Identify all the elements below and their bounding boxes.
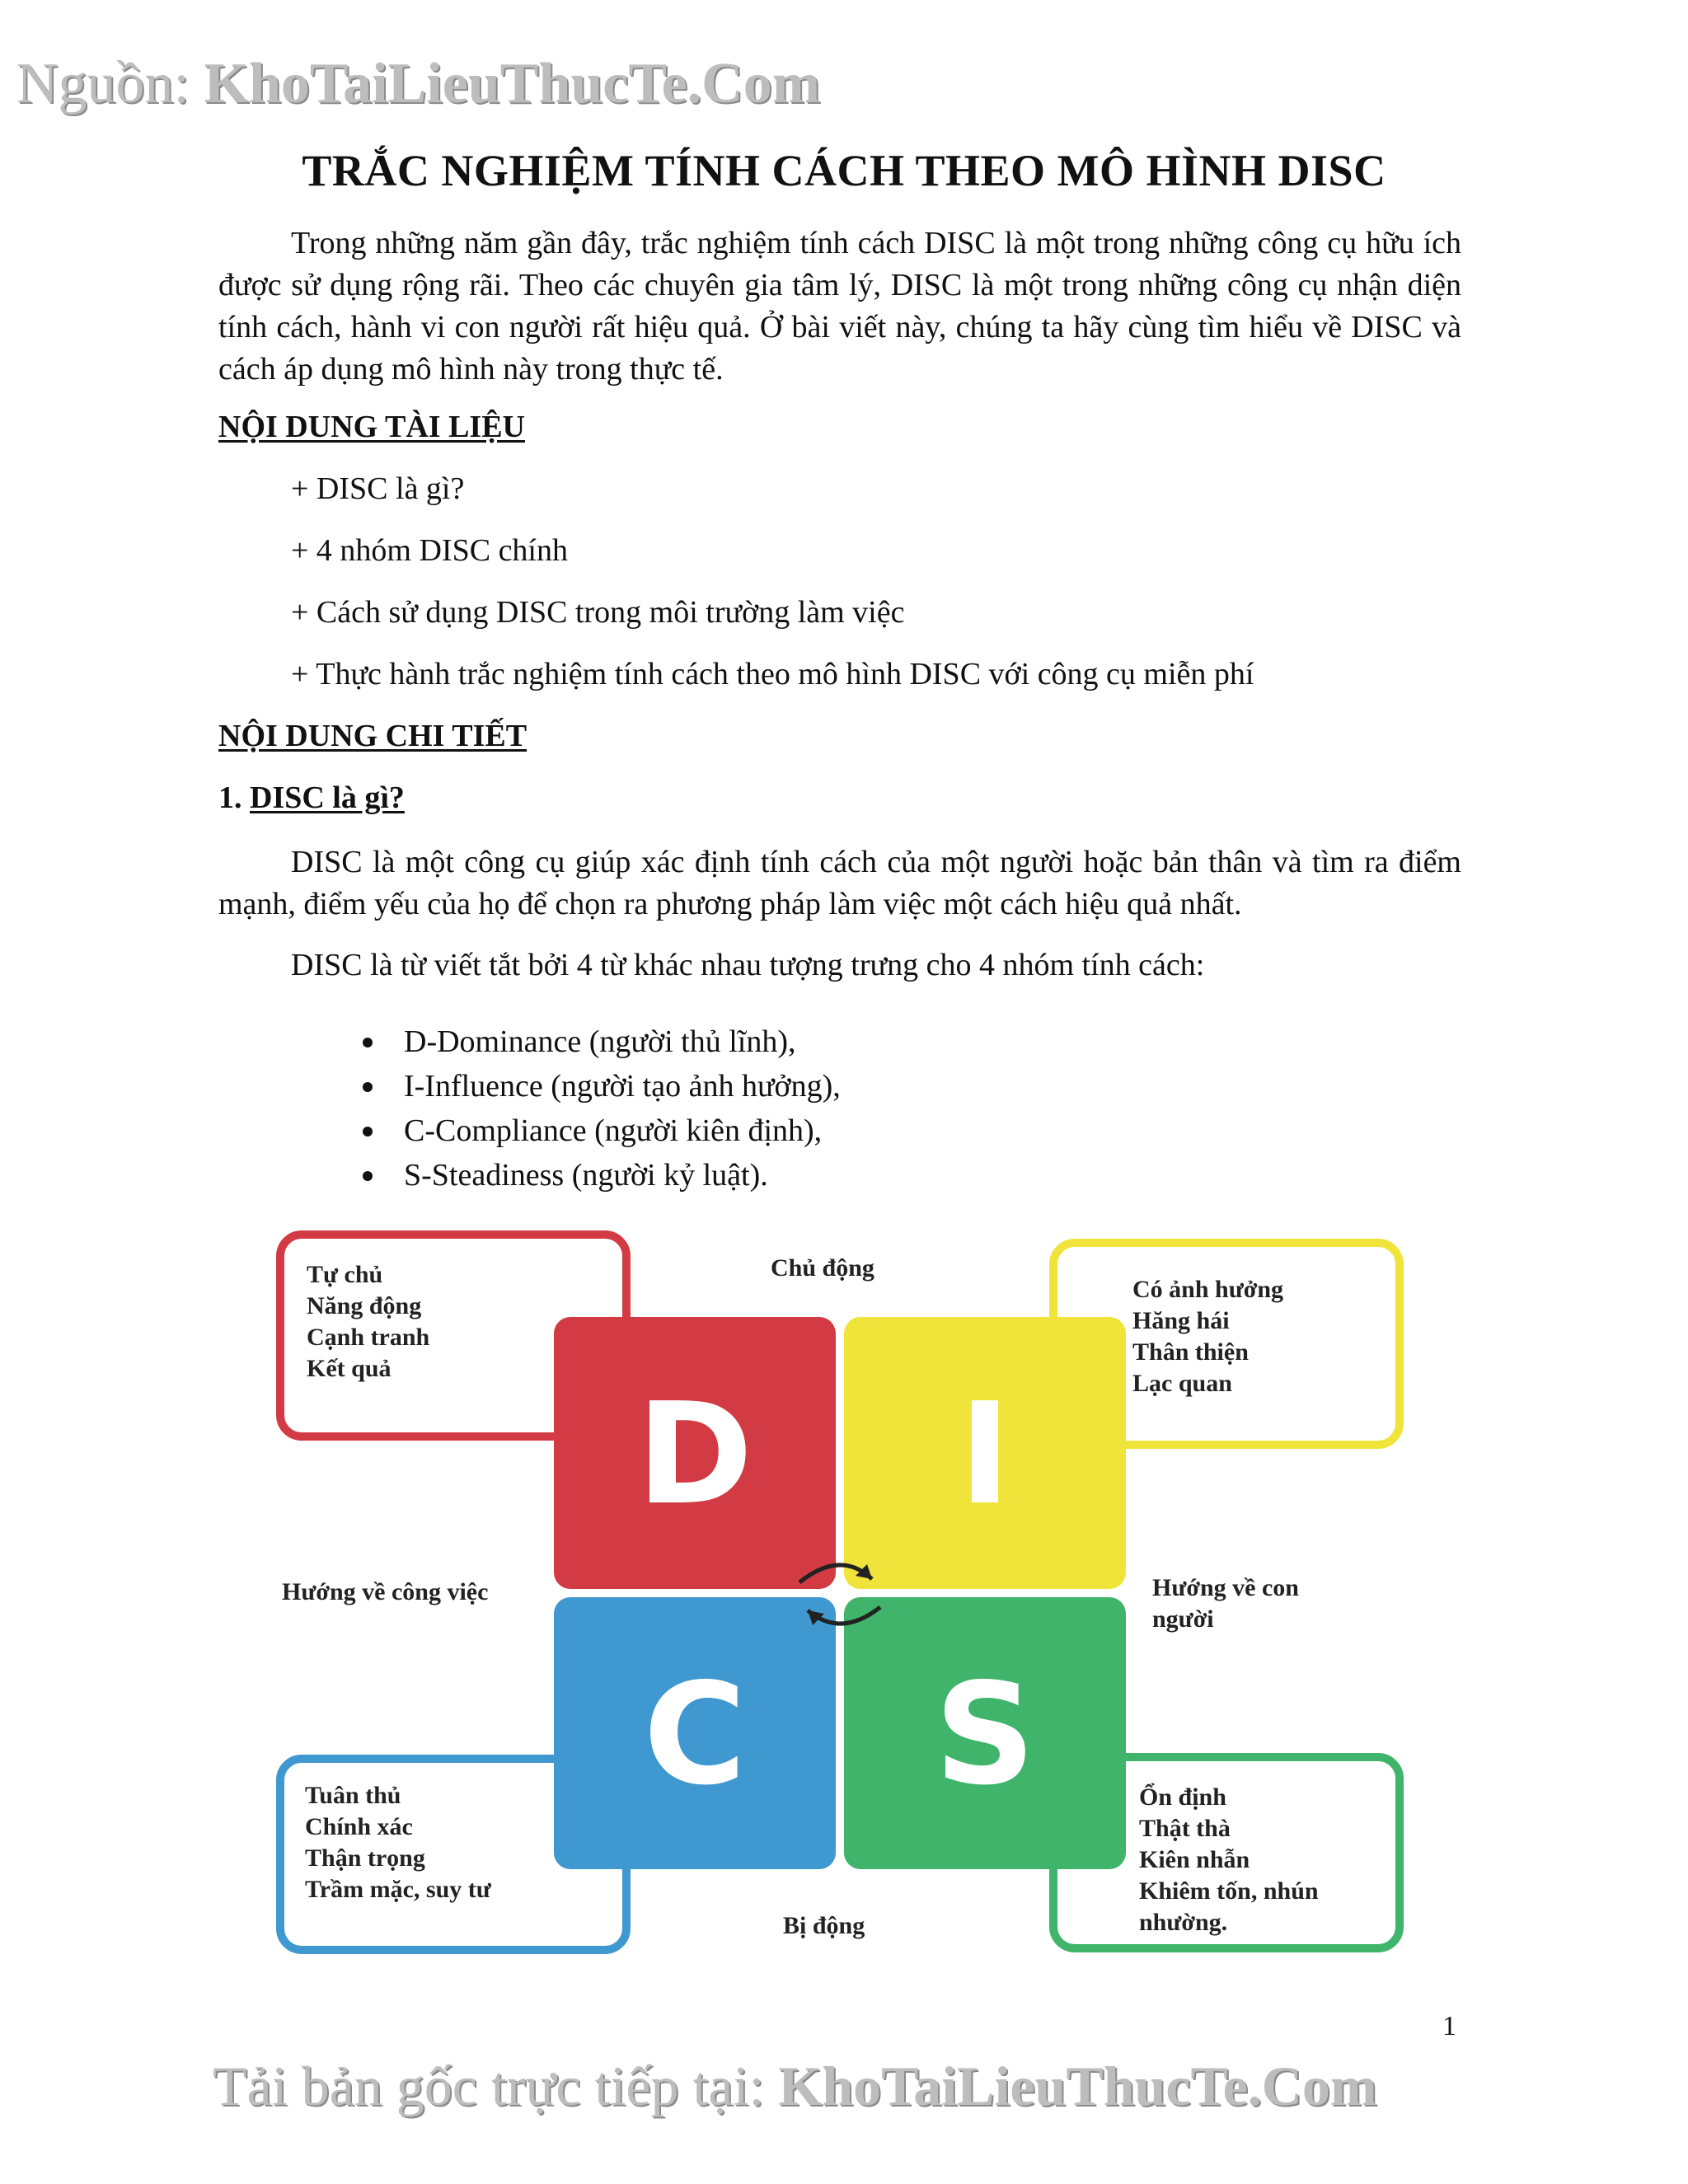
toc-item: + 4 nhóm DISC chính: [291, 533, 568, 568]
label-people-oriented-cont: người: [1152, 1605, 1214, 1633]
watermark-site: KhoTaiLieuThucTe.Com: [204, 52, 821, 115]
d-trait: Kết quả: [307, 1355, 392, 1382]
toc-item: + DISC là gì?: [291, 471, 465, 506]
heading-detail: NỘI DUNG CHI TIẾT: [218, 719, 528, 753]
page-number: 1: [1442, 2011, 1456, 2041]
toc-item: + Thực hành trắc nghiệm tính cách theo mô hình DISC với công cụ miễn phí: [291, 657, 1254, 691]
i-trait: Hăng hái: [1132, 1307, 1230, 1334]
i-trait: Có ảnh hưởng: [1132, 1276, 1284, 1303]
watermark-bottom: [213, 2054, 1377, 2119]
list-item: S-Steadiness (người kỷ luật).: [363, 1153, 841, 1197]
disc-diagram: [272, 1226, 1416, 1968]
watermark-source-label: Nguồn:: [16, 52, 190, 115]
d-trait: Cạnh tranh: [307, 1324, 430, 1351]
subheading-label: DISC là gì?: [250, 780, 405, 815]
paragraph-definition: DISC là một công cụ giúp xác định tính cách của một người hoặc bản thân và tìm ra điểm mạnh, điểm yếu của họ để chọn ra phương pháp làm việc một cách hiệu quả nhất.: [218, 845, 1461, 921]
label-passive: Bị động: [783, 1912, 865, 1939]
s-trait: Kiên nhẫn: [1139, 1846, 1250, 1873]
subheading-disc: [218, 780, 405, 816]
i-trait: Lạc quan: [1132, 1370, 1232, 1397]
toc-item: + Cách sử dụng DISC trong môi trường làm việc: [291, 595, 905, 630]
page-title: TRẮC NGHIỆM TÍNH CÁCH THEO MÔ HÌNH DISC: [302, 146, 1386, 195]
list-item: D-Dominance (người thủ lĩnh),: [363, 1019, 841, 1064]
label-people-oriented: Hướng về con: [1152, 1574, 1299, 1601]
s-trait: Khiêm tốn, nhún: [1139, 1877, 1319, 1905]
bullet-list: [363, 1019, 841, 1197]
watermark-site: KhoTaiLieuThucTe.Com: [778, 2055, 1377, 2117]
d-trait: Năng động: [307, 1292, 422, 1319]
d-trait: Tự chủ: [307, 1261, 383, 1288]
i-trait: Thân thiện: [1132, 1338, 1249, 1366]
c-trait: Chính xác: [305, 1813, 413, 1840]
letter-i: I: [959, 1373, 1011, 1536]
label-task-oriented: Hướng về công việc: [282, 1578, 489, 1605]
s-trait: nhường.: [1139, 1909, 1228, 1936]
list-item: C-Compliance (người kiên định),: [363, 1108, 841, 1153]
watermark-prefix: Tải bản gốc trực tiếp tại:: [213, 2055, 765, 2117]
label-active: Chủ động: [771, 1254, 874, 1282]
c-trait: Tuân thủ: [305, 1782, 401, 1809]
intro-paragraph: Trong những năm gần đây, trắc nghiệm tính cách DISC là một trong những công cụ hữu ích được sử dụng rộng rãi. Theo các chuyên gia tâm lý, DISC là một trong những công cụ nhận diện tính cách, hành vi con người rất hiệu quả. Ở bài viết này, chúng ta hãy cùng tìm hiểu về DISC và cách áp dụng mô hình này trong thực tế.: [218, 226, 1461, 387]
heading-toc: NỘI DUNG TÀI LIỆU: [218, 410, 525, 444]
s-trait: Ổn định: [1139, 1783, 1226, 1811]
c-trait: Trầm mặc, suy tư: [305, 1876, 491, 1903]
letter-s: S: [934, 1653, 1036, 1816]
letter-d: D: [636, 1373, 753, 1536]
letter-c: C: [643, 1653, 747, 1816]
subheading-number: 1.: [218, 780, 242, 815]
c-trait: Thận trọng: [305, 1844, 425, 1872]
s-trait: Thật thà: [1139, 1815, 1231, 1842]
watermark-top: [16, 51, 820, 117]
list-item: I-Influence (người tạo ảnh hưởng),: [363, 1064, 841, 1108]
paragraph-acronym: DISC là từ viết tắt bởi 4 từ khác nhau tượng trưng cho 4 nhóm tính cách:: [291, 948, 1205, 982]
